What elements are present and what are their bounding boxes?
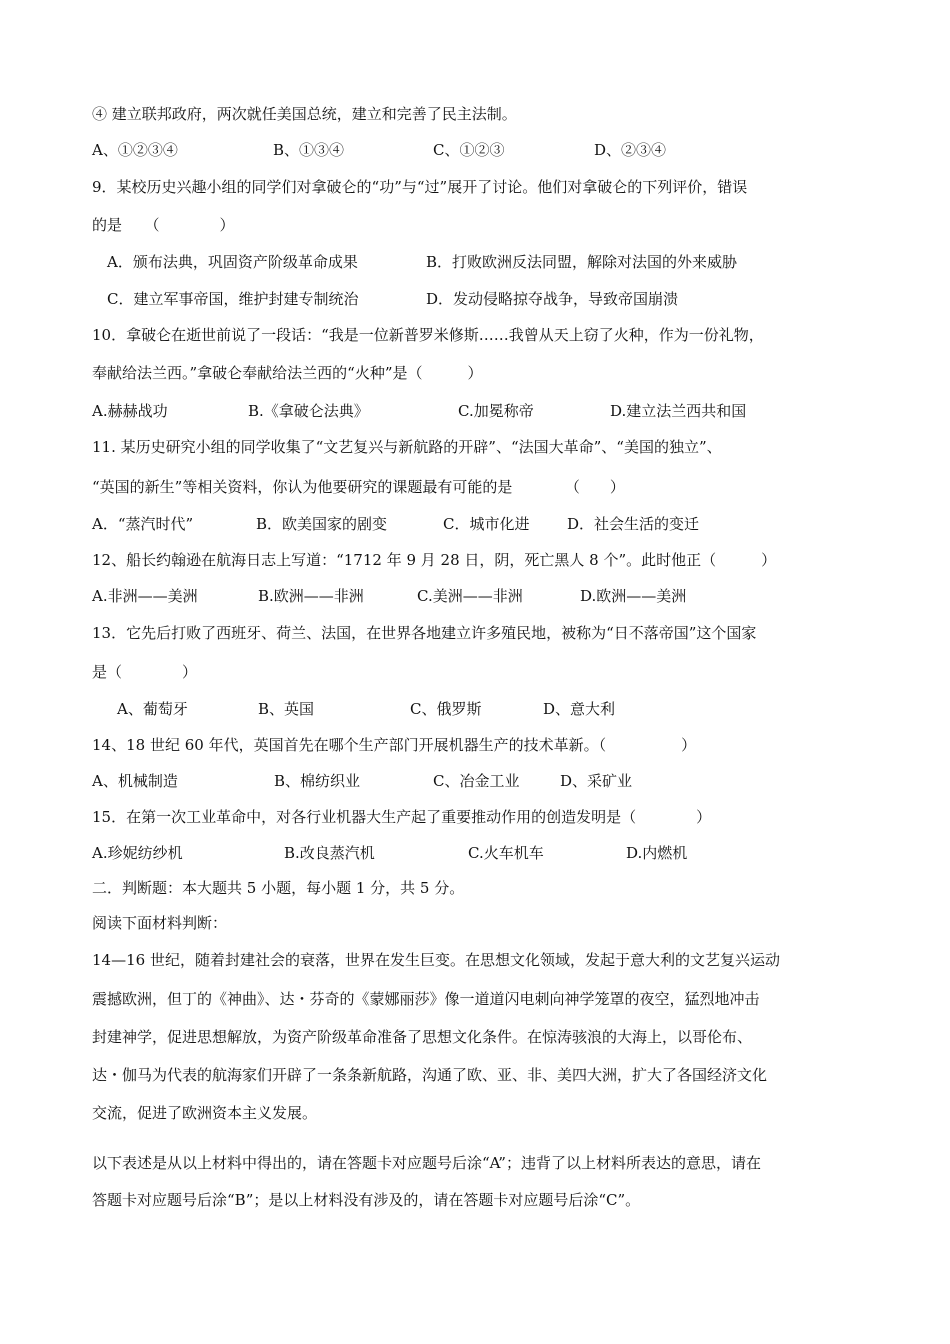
q14-option-c: C、冶金工业: [433, 772, 520, 790]
q9-option-d: D．发动侵略掠夺战争，导致帝国崩溃: [426, 290, 679, 308]
q13-stem-line2: 是（ ）: [92, 663, 198, 681]
q11-option-c: C．城市化进: [443, 515, 530, 533]
q14-option-d: D、采矿业: [560, 772, 633, 790]
q11-option-d: D．社会生活的变迁: [567, 515, 700, 533]
material-line-4: 达・伽马为代表的航海家们开辟了一条条新航路，沟通了欧、亚、非、美四大洲，扩大了各国经济文化: [92, 1066, 768, 1084]
q8-option-b: B、①③④: [273, 141, 345, 159]
q12-option-a: A.非洲——美洲: [92, 587, 198, 605]
q13-option-c: C、俄罗斯: [410, 700, 482, 718]
material-line-2: 震撼欧洲，但丁的《神曲》、达・芬奇的《蒙娜丽莎》像一道道闪电刺向神学笼罩的夜空，猛烈地冲击: [92, 990, 760, 1008]
q10-stem-line1: 10．拿破仑在逝世前说了一段话：“我是一位新普罗米修斯……我曾从天上窃了火种，作为一份礼物，: [92, 326, 764, 344]
q9-stem-line2: 的是 （ ）: [92, 216, 235, 234]
material-line-3: 封建神学，促进思想解放，为资产阶级革命准备了思想文化条件。在惊涛骇浪的大海上，以哥伦布、: [92, 1028, 753, 1046]
q13-option-d: D、意大利: [543, 700, 616, 718]
q8-option-c: C、①②③: [433, 141, 505, 159]
q10-option-d: D.建立法兰西共和国: [610, 402, 747, 420]
q11-option-a: A．“蒸汽时代”: [92, 515, 194, 533]
q15-option-c: C.火车机车: [468, 844, 544, 862]
q13-stem-line1: 13．它先后打败了西班牙、荷兰、法国，在世界各地建立许多殖民地，被称为“日不落帝国”这个国家: [92, 624, 757, 642]
q15-stem: 15．在第一次工业革命中，对各行业机器大生产起了重要推动作用的创造发明是（ ）: [92, 808, 712, 826]
q8-option-a: A、①②③④: [92, 141, 178, 159]
q9-stem-line1: 9．某校历史兴趣小组的同学们对拿破仑的“功”与“过”展开了讨论。他们对拿破仑的下列评价，错误: [92, 178, 748, 196]
q14-stem: 14、18 世纪 60 年代，英国首先在哪个生产部门开展机器生产的技术革新。（ ）: [92, 736, 697, 754]
q15-option-d: D.内燃机: [626, 844, 688, 862]
q9-option-b: B．打败欧洲反法同盟，解除对法国的外来威胁: [426, 253, 738, 271]
q10-option-a: A.赫赫战功: [92, 402, 168, 420]
q11-stem-line1: 11. 某历史研究小组的同学收集了“文艺复兴与新航路的开辟”、“法国大革命”、“美国的独立”、: [92, 438, 722, 456]
section-2-heading: 二．判断题：本大题共 5 小题，每小题 1 分，共 5 分。: [92, 879, 465, 897]
material-line-5: 交流，促进了欧洲资本主义发展。: [92, 1104, 318, 1122]
q14-option-b: B、棉纺织业: [274, 772, 361, 790]
q13-option-b: B、英国: [258, 700, 315, 718]
q15-option-b: B.改良蒸汽机: [284, 844, 375, 862]
q8-option-d: D、②③④: [594, 141, 667, 159]
reading-instruction: 阅读下面材料判断：: [92, 914, 228, 932]
q13-option-a: A、葡萄牙: [117, 700, 188, 718]
q11-option-b: B．欧美国家的剧变: [256, 515, 388, 533]
q14-option-a: A、机械制造: [92, 772, 178, 790]
q10-option-c: C.加冕称帝: [458, 402, 534, 420]
q9-option-c: C．建立军事帝国，维护封建专制统治: [107, 290, 359, 308]
judge-instruction-line-2: 答题卡对应题号后涂“B”；是以上材料没有涉及的，请在答题卡对应题号后涂“C”。: [92, 1191, 641, 1209]
q12-option-c: C.美洲——非洲: [417, 587, 523, 605]
q11-stem-line2: “英国的新生”等相关资料，你认为他要研究的课题最有可能的是 （ ）: [92, 478, 625, 496]
q12-option-b: B.欧洲——非洲: [258, 587, 364, 605]
q12-option-d: D.欧洲——美洲: [580, 587, 687, 605]
q8-statement-4: ④ 建立联邦政府，两次就任美国总统，建立和完善了民主法制。: [92, 105, 517, 123]
q10-option-b: B.《拿破仑法典》: [248, 402, 369, 420]
q15-option-a: A.珍妮纺纱机: [92, 844, 183, 862]
material-line-1: 14—16 世纪，随着封建社会的衰落，世界在发生巨变。在思想文化领域，发起于意大利的文艺复兴运动: [92, 951, 780, 969]
q12-stem: 12、船长约翰逊在航海日志上写道：“1712 年 9 月 28 日，阴，死亡黑人 8 个”。此时他正（ ）: [92, 551, 777, 569]
q9-option-a: A．颁布法典，巩固资产阶级革命成果: [107, 253, 358, 271]
judge-instruction-line-1: 以下表述是从以上材料中得出的，请在答题卡对应题号后涂“A”；违背了以上材料所表达的意思，请在: [92, 1154, 761, 1172]
q10-stem-line2: 奉献给法兰西。”拿破仑奉献给法兰西的“火种”是（ ）: [92, 364, 483, 382]
